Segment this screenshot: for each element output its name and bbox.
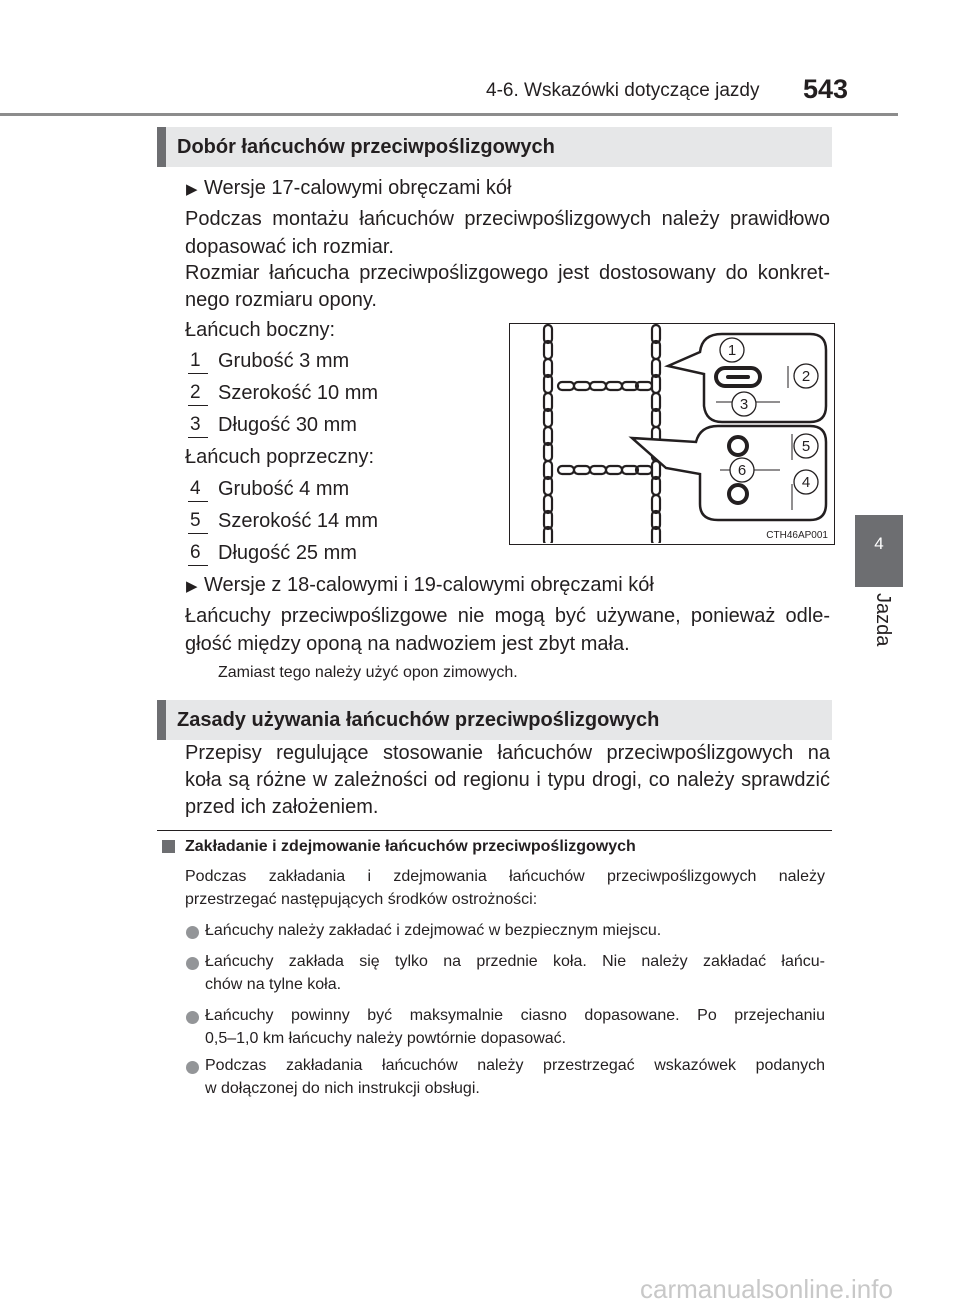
section-banner-bar <box>157 700 166 740</box>
spec-text: Grubość 4 mm <box>218 478 350 500</box>
spec-text: Grubość 3 mm <box>218 350 350 372</box>
arrow-bullet-icon: ▶ <box>186 181 198 198</box>
bullet-text: Łańcuchy zakłada się tylko na przednie koła. Nie należy zakładać łańcu- <box>205 953 825 970</box>
section-title-usage-rules: Zasady używania łańcuchów przeciwpoślizgowych <box>177 709 660 731</box>
bullet-text: 0,5–1,0 km łańcuchy należy powtórnie dopasować. <box>205 1030 567 1047</box>
callout-number: 4 <box>801 474 811 491</box>
round-bullet-icon <box>186 926 199 939</box>
paragraph-line: przed ich założeniem. <box>185 796 379 818</box>
spec-text: Szerokość 14 mm <box>218 510 379 532</box>
paragraph-line: koła są różne w zależności od regionu i typu drogi, co należy sprawdzić <box>185 769 830 791</box>
bullet-text: w dołączonej do nich instrukcji obsługi. <box>205 1080 480 1097</box>
bullet-text: Podczas zakładania łańcuchów należy przestrzegać wskazówek podanych <box>205 1057 825 1074</box>
bullet-text: chów na tylne koła. <box>205 976 342 993</box>
version-17-heading: Wersje 17-calowymi obręczami kół <box>204 177 512 199</box>
spec-number: 5 <box>190 510 201 532</box>
paragraph-line: Przepisy regulujące stosowanie łańcuchów przeciwpoślizgowych na <box>185 742 830 764</box>
spec-number: 6 <box>190 542 201 564</box>
chapter-tab-label: Jazda <box>872 593 894 647</box>
chapter-tab-number: 4 <box>874 534 884 553</box>
figure-code: CTH46AP001 <box>766 530 828 541</box>
cross-chain-label: Łańcuch poprzeczny: <box>185 446 375 468</box>
spec-text: Długość 25 mm <box>218 542 357 564</box>
header-rule <box>0 113 898 116</box>
section-divider <box>157 830 832 831</box>
watermark: carmanualsonline.info <box>640 1274 893 1304</box>
callout-number: 6 <box>737 462 747 479</box>
header-section-title: 4-6. Wskazówki dotyczące jazdy <box>486 80 760 101</box>
chain-dimensions-figure <box>509 323 835 545</box>
paragraph-line: Łańcuchy przeciwpoślizgowe nie mogą być używane, ponieważ odle- <box>185 605 830 627</box>
spec-number: 3 <box>190 414 201 436</box>
spec-number: 4 <box>190 478 201 500</box>
square-bullet-icon <box>162 840 175 853</box>
round-bullet-icon <box>186 1011 199 1024</box>
callout-number: 2 <box>801 368 811 385</box>
page-number: 543 <box>803 74 849 104</box>
callout-number: 5 <box>801 438 811 455</box>
spec-text: Szerokość 10 mm <box>218 382 379 404</box>
paragraph-line: głość między oponą na nadwoziem jest zbyt mała. <box>185 633 630 655</box>
paragraph-line: dopasować ich rozmiar. <box>185 236 394 258</box>
section-title-chain-selection: Dobór łańcuchów przeciwpoślizgowych <box>177 136 555 158</box>
round-bullet-icon <box>186 1061 199 1074</box>
callout-number: 3 <box>739 396 749 413</box>
section-banner-bar <box>157 127 166 167</box>
chain-illustration <box>510 324 833 543</box>
bullet-text: Łańcuchy należy zakładać i zdejmować w bezpiecznym miejscu. <box>205 922 662 939</box>
paragraph-line: Podczas montażu łańcuchów przeciwpoślizgowych należy prawidłowo <box>185 208 830 230</box>
paragraph-line: nego rozmiaru opony. <box>185 289 377 311</box>
paragraph-line: przestrzegać następujących środków ostrożności: <box>185 891 538 908</box>
spec-number: 1 <box>190 350 201 372</box>
bullet-text: Łańcuchy powinny być maksymalnie ciasno dopasowane. Po przejechaniu <box>205 1007 825 1024</box>
note-text: Zamiast tego należy użyć opon zimowych. <box>218 664 518 681</box>
round-bullet-icon <box>186 957 199 970</box>
spec-number: 2 <box>190 382 201 404</box>
subsection-title: Zakładanie i zdejmowanie łańcuchów przeciwpoślizgowych <box>185 838 636 855</box>
spec-text: Długość 30 mm <box>218 414 357 436</box>
paragraph-line: Rozmiar łańcucha przeciwpoślizgowego jest dostosowany do konkret- <box>185 262 830 284</box>
side-chain-label: Łańcuch boczny: <box>185 319 336 341</box>
callout-number: 1 <box>727 342 737 359</box>
version-18-19-heading: Wersje z 18-calowymi i 19-calowymi obręczami kół <box>204 574 654 596</box>
paragraph-line: Podczas zakładania i zdejmowania łańcuchów przeciwpoślizgowych należy <box>185 868 825 885</box>
arrow-bullet-icon: ▶ <box>186 578 198 595</box>
